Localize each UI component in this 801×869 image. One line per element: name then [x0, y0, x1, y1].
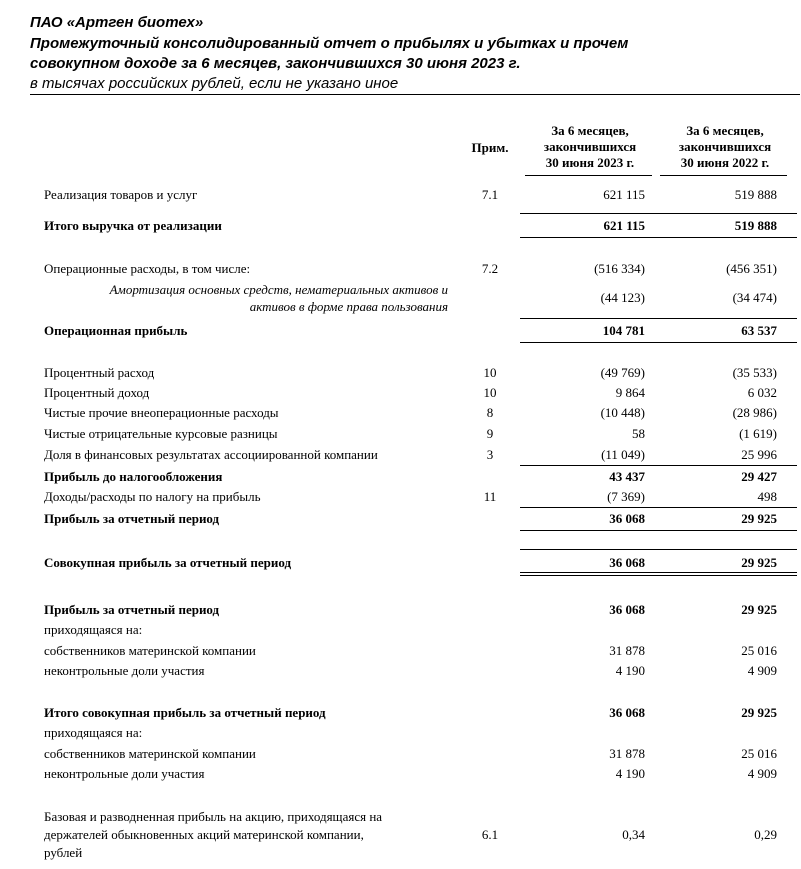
- row-value-2022: 29 925: [741, 555, 777, 570]
- row-value-2022: 25 996: [741, 447, 777, 462]
- row-label: Прибыль до налогообложения: [44, 469, 223, 484]
- row-value-2022: (28 986): [732, 405, 777, 420]
- row-label: Процентный доход: [44, 385, 150, 400]
- row-value-2023: (49 769): [600, 365, 645, 380]
- row-value-2023: 36 068: [609, 602, 645, 617]
- row-value-2023: 36 068: [609, 705, 645, 720]
- row-label: Чистые прочие внеоперационные расходы: [44, 405, 279, 420]
- row-value-2022: (35 533): [732, 365, 777, 380]
- row-value-2022: (456 351): [726, 261, 777, 276]
- row-note: 3: [486, 447, 494, 462]
- row-value-2022: 29 925: [741, 602, 777, 617]
- company-name: ПАО «Артген биотех»: [30, 14, 204, 31]
- row-value-2022: (34 474): [732, 290, 777, 305]
- row-value-2023: (10 448): [600, 405, 645, 420]
- row-label: Процентный расход: [44, 365, 155, 380]
- row-value-2023: 104 781: [602, 323, 645, 338]
- row-value-2022: 519 888: [734, 187, 777, 202]
- column-header-2022: За 6 месяцев, закончившихся 30 июня 2022 г.: [678, 123, 772, 170]
- row-label: Прибыль за отчетный период: [44, 602, 220, 617]
- row-label: Доля в финансовых результатах ассоциированной компании: [44, 447, 378, 462]
- row-value-2022: 4 909: [747, 663, 777, 678]
- total-rule: [520, 530, 797, 531]
- row-value-2022: 63 537: [741, 323, 777, 338]
- subtotal-rule: [520, 213, 797, 214]
- row-label-line1: Базовая и разводненная прибыль на акцию, приходящаяся на: [44, 809, 383, 824]
- row-label: Доходы/расходы по налогу на прибыль: [44, 489, 261, 504]
- row-value-2022: (1 619): [739, 426, 777, 441]
- row-label: Чистые отрицательные курсовые разницы: [44, 426, 278, 441]
- row-label: неконтрольные доли участия: [44, 766, 205, 781]
- row-label-line1: Амортизация основных средств, нематериальных активов и: [109, 282, 448, 297]
- row-label: приходящаяся на:: [44, 725, 143, 740]
- row-value-2023: 4 190: [615, 766, 645, 781]
- grand-total-double-rule: [520, 572, 797, 576]
- column-header-2023: За 6 месяцев, закончившихся 30 июня 2023 г.: [543, 123, 637, 170]
- column-header-underline-2023: [525, 175, 652, 176]
- row-label: собственников материнской компании: [44, 746, 256, 761]
- row-value-2023: 36 068: [609, 511, 645, 526]
- subtotal-rule: [520, 318, 797, 319]
- report-subtitle: в тысячах российских рублей, если не указано иное: [30, 75, 399, 92]
- report-title-line2: совокупном доходе за 6 месяцев, закончившихся 30 июня 2023 г.: [30, 55, 521, 72]
- header-divider: [30, 94, 800, 95]
- row-value-2023: 43 437: [609, 469, 645, 484]
- row-value-2023: 31 878: [609, 746, 645, 761]
- column-header-note: Прим.: [471, 140, 509, 155]
- row-value-2023: 0,34: [622, 827, 645, 842]
- row-label: Итого выручка от реализации: [44, 218, 222, 233]
- row-value-2022: 25 016: [741, 746, 777, 761]
- row-value-2022: 6 032: [747, 385, 777, 400]
- row-label: приходящаяся на:: [44, 622, 143, 637]
- row-label: Прибыль за отчетный период: [44, 511, 220, 526]
- row-value-2023: (11 049): [601, 447, 645, 462]
- row-note: 7.1: [481, 187, 499, 202]
- row-value-2022: 29 925: [741, 705, 777, 720]
- row-note: 10: [483, 385, 497, 400]
- row-label: Операционная прибыль: [44, 323, 188, 338]
- row-label: Совокупная прибыль за отчетный период: [44, 555, 292, 570]
- row-note: 10: [483, 365, 497, 380]
- column-header-underline-2022: [660, 175, 787, 176]
- row-value-2023: 9 864: [615, 385, 645, 400]
- row-value-2023: 4 190: [615, 663, 645, 678]
- row-value-2023: 621 115: [603, 218, 645, 233]
- row-value-2022: 4 909: [747, 766, 777, 781]
- row-label: Реализация товаров и услуг: [44, 187, 198, 202]
- row-value-2022: 519 888: [734, 218, 777, 233]
- row-label: Итого совокупная прибыль за отчетный период: [44, 705, 326, 720]
- row-value-2023: 621 115: [603, 187, 645, 202]
- row-value-2023: 31 878: [609, 643, 645, 658]
- subtotal-rule: [520, 507, 797, 508]
- report-title-line1: Промежуточный консолидированный отчет о прибылях и убытках и прочем: [30, 35, 629, 52]
- subtotal-rule: [520, 549, 797, 550]
- row-value-2023: 36 068: [609, 555, 645, 570]
- row-label: собственников материнской компании: [44, 643, 256, 658]
- row-note: 11: [483, 489, 497, 504]
- row-label-line3: рублей: [44, 845, 83, 860]
- row-value-2022: 29 925: [741, 511, 777, 526]
- row-value-2022: 29 427: [741, 469, 777, 484]
- row-value-2023: (516 334): [594, 261, 645, 276]
- row-label: Операционные расходы, в том числе:: [44, 261, 251, 276]
- row-value-2022: 25 016: [741, 643, 777, 658]
- row-value-2023: 58: [632, 426, 645, 441]
- row-label: неконтрольные доли участия: [44, 663, 205, 678]
- row-note: 7.2: [481, 261, 499, 276]
- row-note: 8: [486, 405, 494, 420]
- total-rule: [520, 342, 797, 343]
- row-value-2023: (7 369): [607, 489, 645, 504]
- row-label-line2: держателей обыкновенных акций материнской компании,: [44, 827, 364, 842]
- row-value-2023: (44 123): [600, 290, 645, 305]
- row-value-2022: 498: [757, 489, 777, 504]
- total-rule: [520, 237, 797, 238]
- subtotal-rule: [520, 465, 797, 466]
- row-value-2022: 0,29: [754, 827, 777, 842]
- row-label-line2: активов в форме права пользования: [249, 299, 448, 314]
- row-note: 9: [486, 426, 494, 441]
- row-note: 6.1: [481, 827, 499, 842]
